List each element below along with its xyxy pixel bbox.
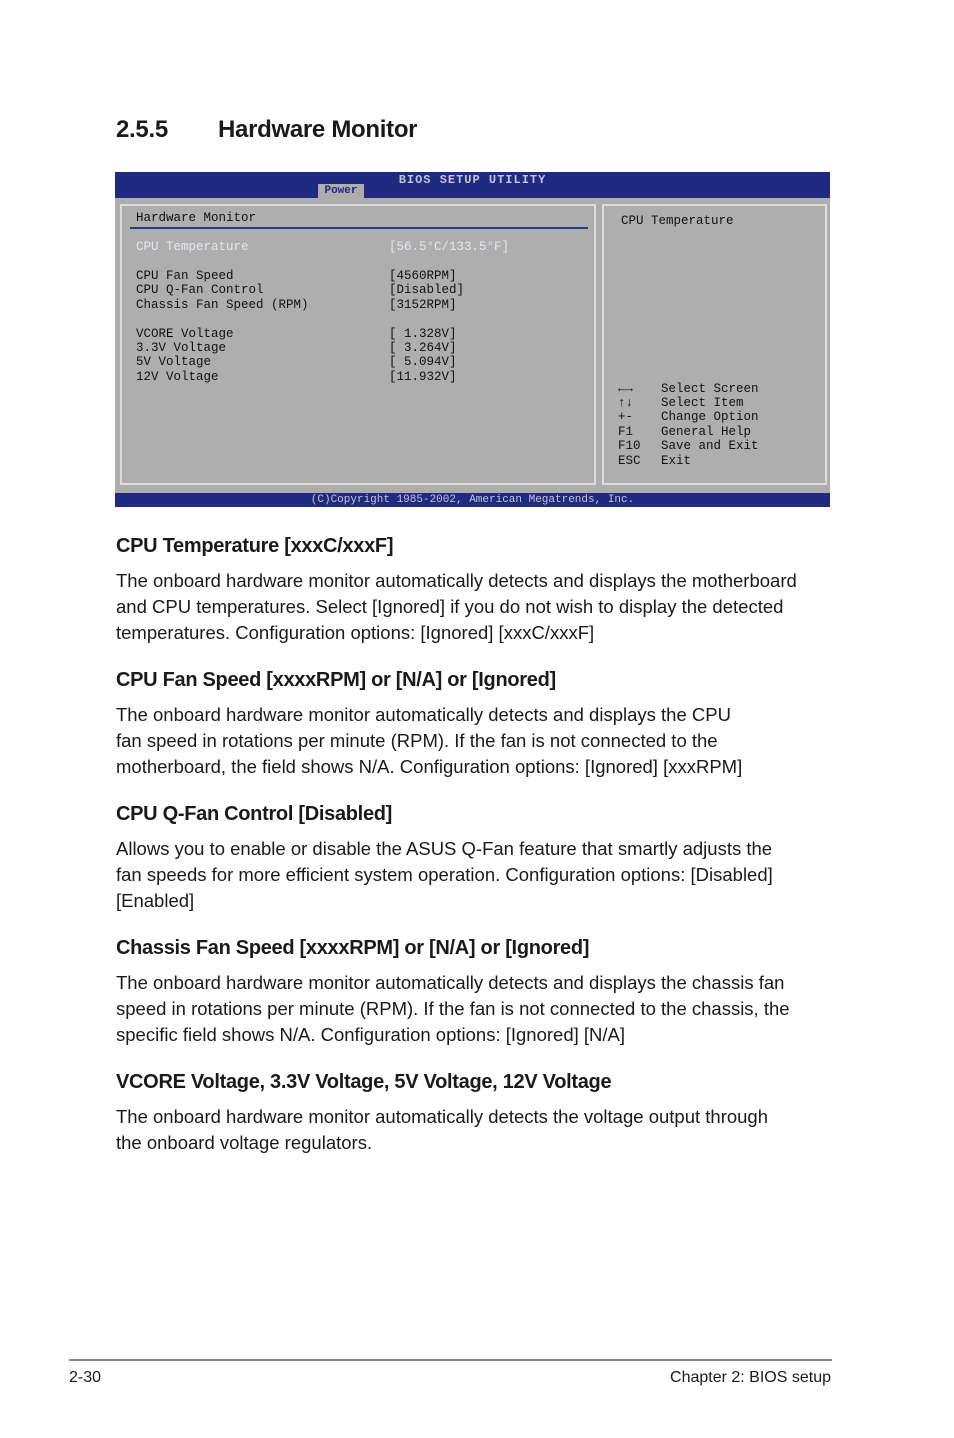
key-label: F1 xyxy=(618,425,634,439)
key-action: Save and Exit xyxy=(661,439,759,453)
bios-item-value: [4560RPM] xyxy=(389,269,457,283)
key-label: +- xyxy=(618,410,634,424)
key-action: Exit xyxy=(661,454,692,468)
bios-item-label[interactable]: 3.3V Voltage xyxy=(136,341,227,355)
bios-item-label[interactable]: Chassis Fan Speed (RPM) xyxy=(136,298,309,312)
key-action: General Help xyxy=(661,425,752,439)
key-label: ESC xyxy=(618,454,641,468)
section-heading-chassis-fan: Chassis Fan Speed [xxxxRPM] or [N/A] or [Ignored] xyxy=(116,937,590,959)
bios-item-label[interactable]: CPU Q-Fan Control xyxy=(136,283,264,297)
bios-panel-divider xyxy=(130,227,588,229)
bios-item-label[interactable]: CPU Temperature xyxy=(136,240,249,254)
section-title xyxy=(116,116,417,144)
page-number: 2-30 xyxy=(69,1369,102,1386)
bios-utility-title: BIOS SETUP UTILITY xyxy=(398,173,547,187)
key-action: Change Option xyxy=(661,410,759,424)
section-number: 2.5.5 xyxy=(116,116,168,143)
section-heading-voltages: VCORE Voltage, 3.3V Voltage, 5V Voltage, 12V Voltage xyxy=(116,1071,612,1093)
section-heading: Hardware Monitor xyxy=(218,116,418,143)
section-heading-cpu-fan-speed: CPU Fan Speed [xxxxRPM] or [N/A] or [Ignored] xyxy=(116,669,556,691)
bios-item-value: [3152RPM] xyxy=(389,298,457,312)
bios-item-value: [Disabled] xyxy=(389,283,465,297)
key-action: Select Item xyxy=(661,396,744,410)
arrows-up-down-icon: ↑↓ xyxy=(618,396,634,410)
bios-item-label[interactable]: 5V Voltage xyxy=(136,355,212,369)
paragraph-chassis-fan: The onboard hardware monitor automatically detects and displays the chassis fan speed in rotations per minute (RPM). If the fan is not connected to the chassis, the specific field shows N/A. Configuration options: [Ignored] [N/A] xyxy=(116,972,790,1045)
key-label: F10 xyxy=(618,439,641,453)
bios-help-title: CPU Temperature xyxy=(621,214,734,228)
paragraph-voltages: The onboard hardware monitor automatically detects the voltage output through the onboard voltage regulators. xyxy=(116,1106,769,1153)
paragraph-cpu-fan-speed: The onboard hardware monitor automatically detects and displays the CPU fan speed in rotations per minute (RPM). If the fan is not connected to the motherboard, the field shows N/A. Configuration options: [Ignored] [xxxRPM] xyxy=(116,704,743,777)
footer-divider xyxy=(69,1359,832,1361)
bios-tab-power[interactable]: Power xyxy=(318,184,364,198)
bios-item-value: [56.5°C/133.5°F] xyxy=(389,240,510,254)
bios-item-value: [ 1.328V] xyxy=(389,327,457,341)
bios-panel-title: Hardware Monitor xyxy=(136,211,257,225)
section-heading-cpu-temperature: CPU Temperature [xxxC/xxxF] xyxy=(116,535,394,557)
bios-item-label[interactable]: VCORE Voltage xyxy=(136,327,234,341)
bios-copyright: (C)Copyright 1985-2002, American Megatrends, Inc. xyxy=(115,493,830,507)
section-heading-cpu-q-fan: CPU Q-Fan Control [Disabled] xyxy=(116,803,393,825)
bios-screenshot xyxy=(115,172,830,507)
bios-item-label[interactable]: 12V Voltage xyxy=(136,370,219,384)
chapter-label: Chapter 2: BIOS setup xyxy=(670,1369,831,1386)
paragraph-cpu-q-fan: Allows you to enable or disable the ASUS Q-Fan feature that smartly adjusts the fan speeds for more efficient system operation. Configuration options: [Disabled] [Enabled] xyxy=(116,838,773,911)
arrows-left-right-icon: ←→ xyxy=(618,382,634,396)
bios-title-bar xyxy=(115,172,830,198)
bios-item-value: [ 3.264V] xyxy=(389,341,457,355)
bios-item-value: [11.932V] xyxy=(389,370,457,384)
paragraph-cpu-temperature: The onboard hardware monitor automatically detects and displays the motherboard and CPU temperatures. Select [Ignored] if you do not wish to display the detected temperatures. Configuration options: [Ignored] [xxxC/xxxF] xyxy=(116,570,797,643)
bios-item-label[interactable]: CPU Fan Speed xyxy=(136,269,234,283)
bios-item-value: [ 5.094V] xyxy=(389,355,457,369)
key-action: Select Screen xyxy=(661,382,759,396)
